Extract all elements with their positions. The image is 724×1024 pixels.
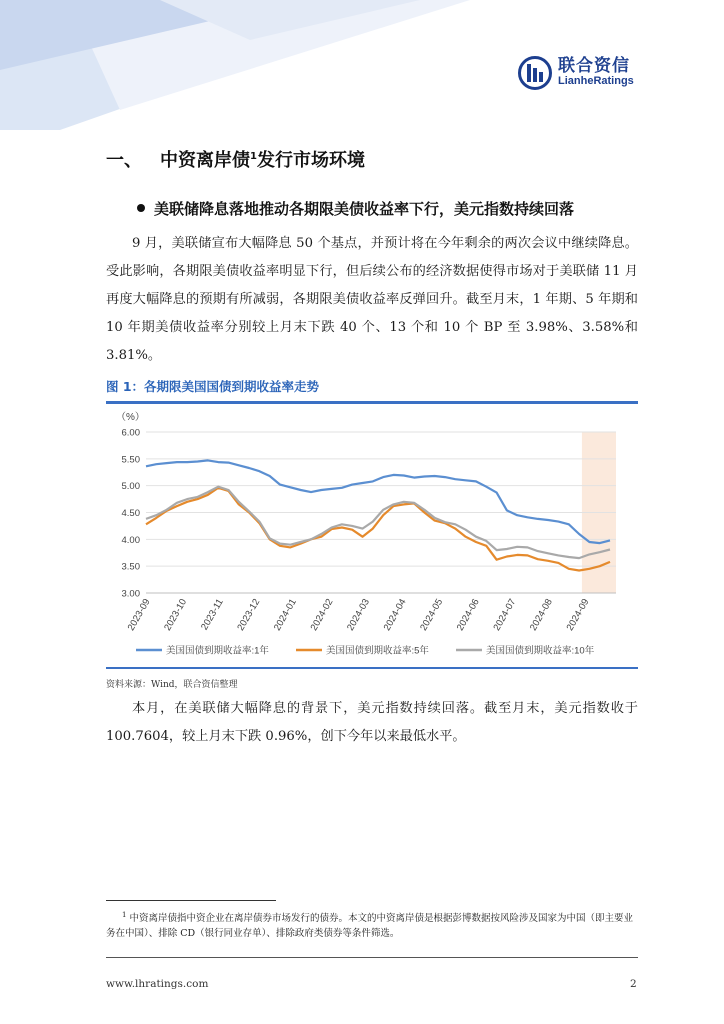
paragraph-2: 本月，在美联储大幅降息的背景下，美元指数持续回落。截至月末，美元指数收于 100.7604，较上月末下跌 0.96%，创下今年以来最低水平。 xyxy=(106,701,638,744)
x-tick-label: 2024-04 xyxy=(381,597,409,633)
x-tick-label: 2023-11 xyxy=(199,597,226,633)
page-number: 2 xyxy=(630,978,637,990)
x-tick-label: 2024-07 xyxy=(491,597,519,633)
footer-rule xyxy=(106,957,638,958)
x-tick-label: 2024-09 xyxy=(564,597,592,633)
yield-line-chart xyxy=(106,406,638,666)
section-title-rest: 发行市场环境 xyxy=(256,150,365,171)
x-tick-label: 2024-08 xyxy=(527,597,555,633)
bullet-heading: 美联储降息落地推动各期限美债收益率下行，美元指数持续回落 xyxy=(154,200,575,218)
footer-website[interactable]: www.lhratings.com xyxy=(106,978,209,990)
section-number: 一、 xyxy=(106,150,142,171)
x-tick-label: 2024-05 xyxy=(418,597,446,633)
bullet-dot xyxy=(137,204,145,212)
footnote-rule xyxy=(106,900,276,901)
footnote xyxy=(106,908,638,941)
series-line xyxy=(146,460,610,543)
logo-chinese-name: 联合资信 xyxy=(558,56,630,77)
x-tick-label: 2023-09 xyxy=(125,597,153,633)
logo-english-name: LianheRatings xyxy=(558,75,634,88)
y-tick-label: 3.00 xyxy=(121,588,140,600)
figure-source: 资料来源：Wind，联合资信整理 xyxy=(106,680,238,690)
x-tick-label: 2024-06 xyxy=(454,597,482,633)
section-title-text: 中资离岸债 xyxy=(160,150,250,171)
y-tick-label: 4.50 xyxy=(121,508,140,519)
figure-top-rule xyxy=(106,401,638,404)
x-tick-label: 2024-01 xyxy=(271,597,299,633)
y-tick-label: 4.00 xyxy=(121,534,140,546)
paragraph-1: 9 月，美联储宣布大幅降息 50 个基点，并预计将在今年剩余的两次会议中继续降息。受此影响，各期限美债收益率明显下行，但后续公布的经济数据使得市场对于美联储 11 月再度大幅降息的预期有所减弱，各期限美债收益率反弹回升。截至月末，1 年期、5 年期和 10 年期美债收益率分别较上月末下跌 40 个、13 个和 10 个 BP 至 3.98%、3.58%和 3.81%。 xyxy=(106,236,638,363)
legend-label: 美国国债到期收益率:5年 xyxy=(326,645,429,657)
y-axis-label: （%） xyxy=(116,412,145,423)
footnote-ref[interactable]: 1 xyxy=(250,151,257,162)
y-tick-label: 3.50 xyxy=(121,561,140,573)
figure-bottom-rule xyxy=(106,667,638,669)
logo-mark-icon xyxy=(518,56,552,90)
x-tick-label: 2024-03 xyxy=(345,597,373,633)
footnote-text: 中资离岸债指中资企业在离岸债券市场发行的债券。本文的中资离岸债是根据彭博数据按风险涉及国家为中国（即主要业务在中国）、排除 CD（银行同业存单）、排除政府类债券等条件筛选。 xyxy=(106,913,634,940)
company-logo xyxy=(518,56,634,90)
legend-label: 美国国债到期收益率:1年 xyxy=(166,645,269,657)
y-tick-label: 5.50 xyxy=(121,454,140,466)
series-line xyxy=(146,488,610,571)
x-tick-label: 2024-02 xyxy=(308,597,336,633)
legend-label: 美国国债到期收益率:10年 xyxy=(486,645,595,657)
figure-title: 图 1：各期限美国国债到期收益率走势 xyxy=(106,379,320,394)
section-title xyxy=(106,146,365,172)
y-tick-label: 6.00 xyxy=(121,427,140,439)
footnote-marker: 1 xyxy=(122,911,127,919)
x-tick-label: 2023-10 xyxy=(162,597,190,633)
y-tick-label: 5.00 xyxy=(121,481,140,493)
x-tick-label: 2023-12 xyxy=(235,597,263,633)
